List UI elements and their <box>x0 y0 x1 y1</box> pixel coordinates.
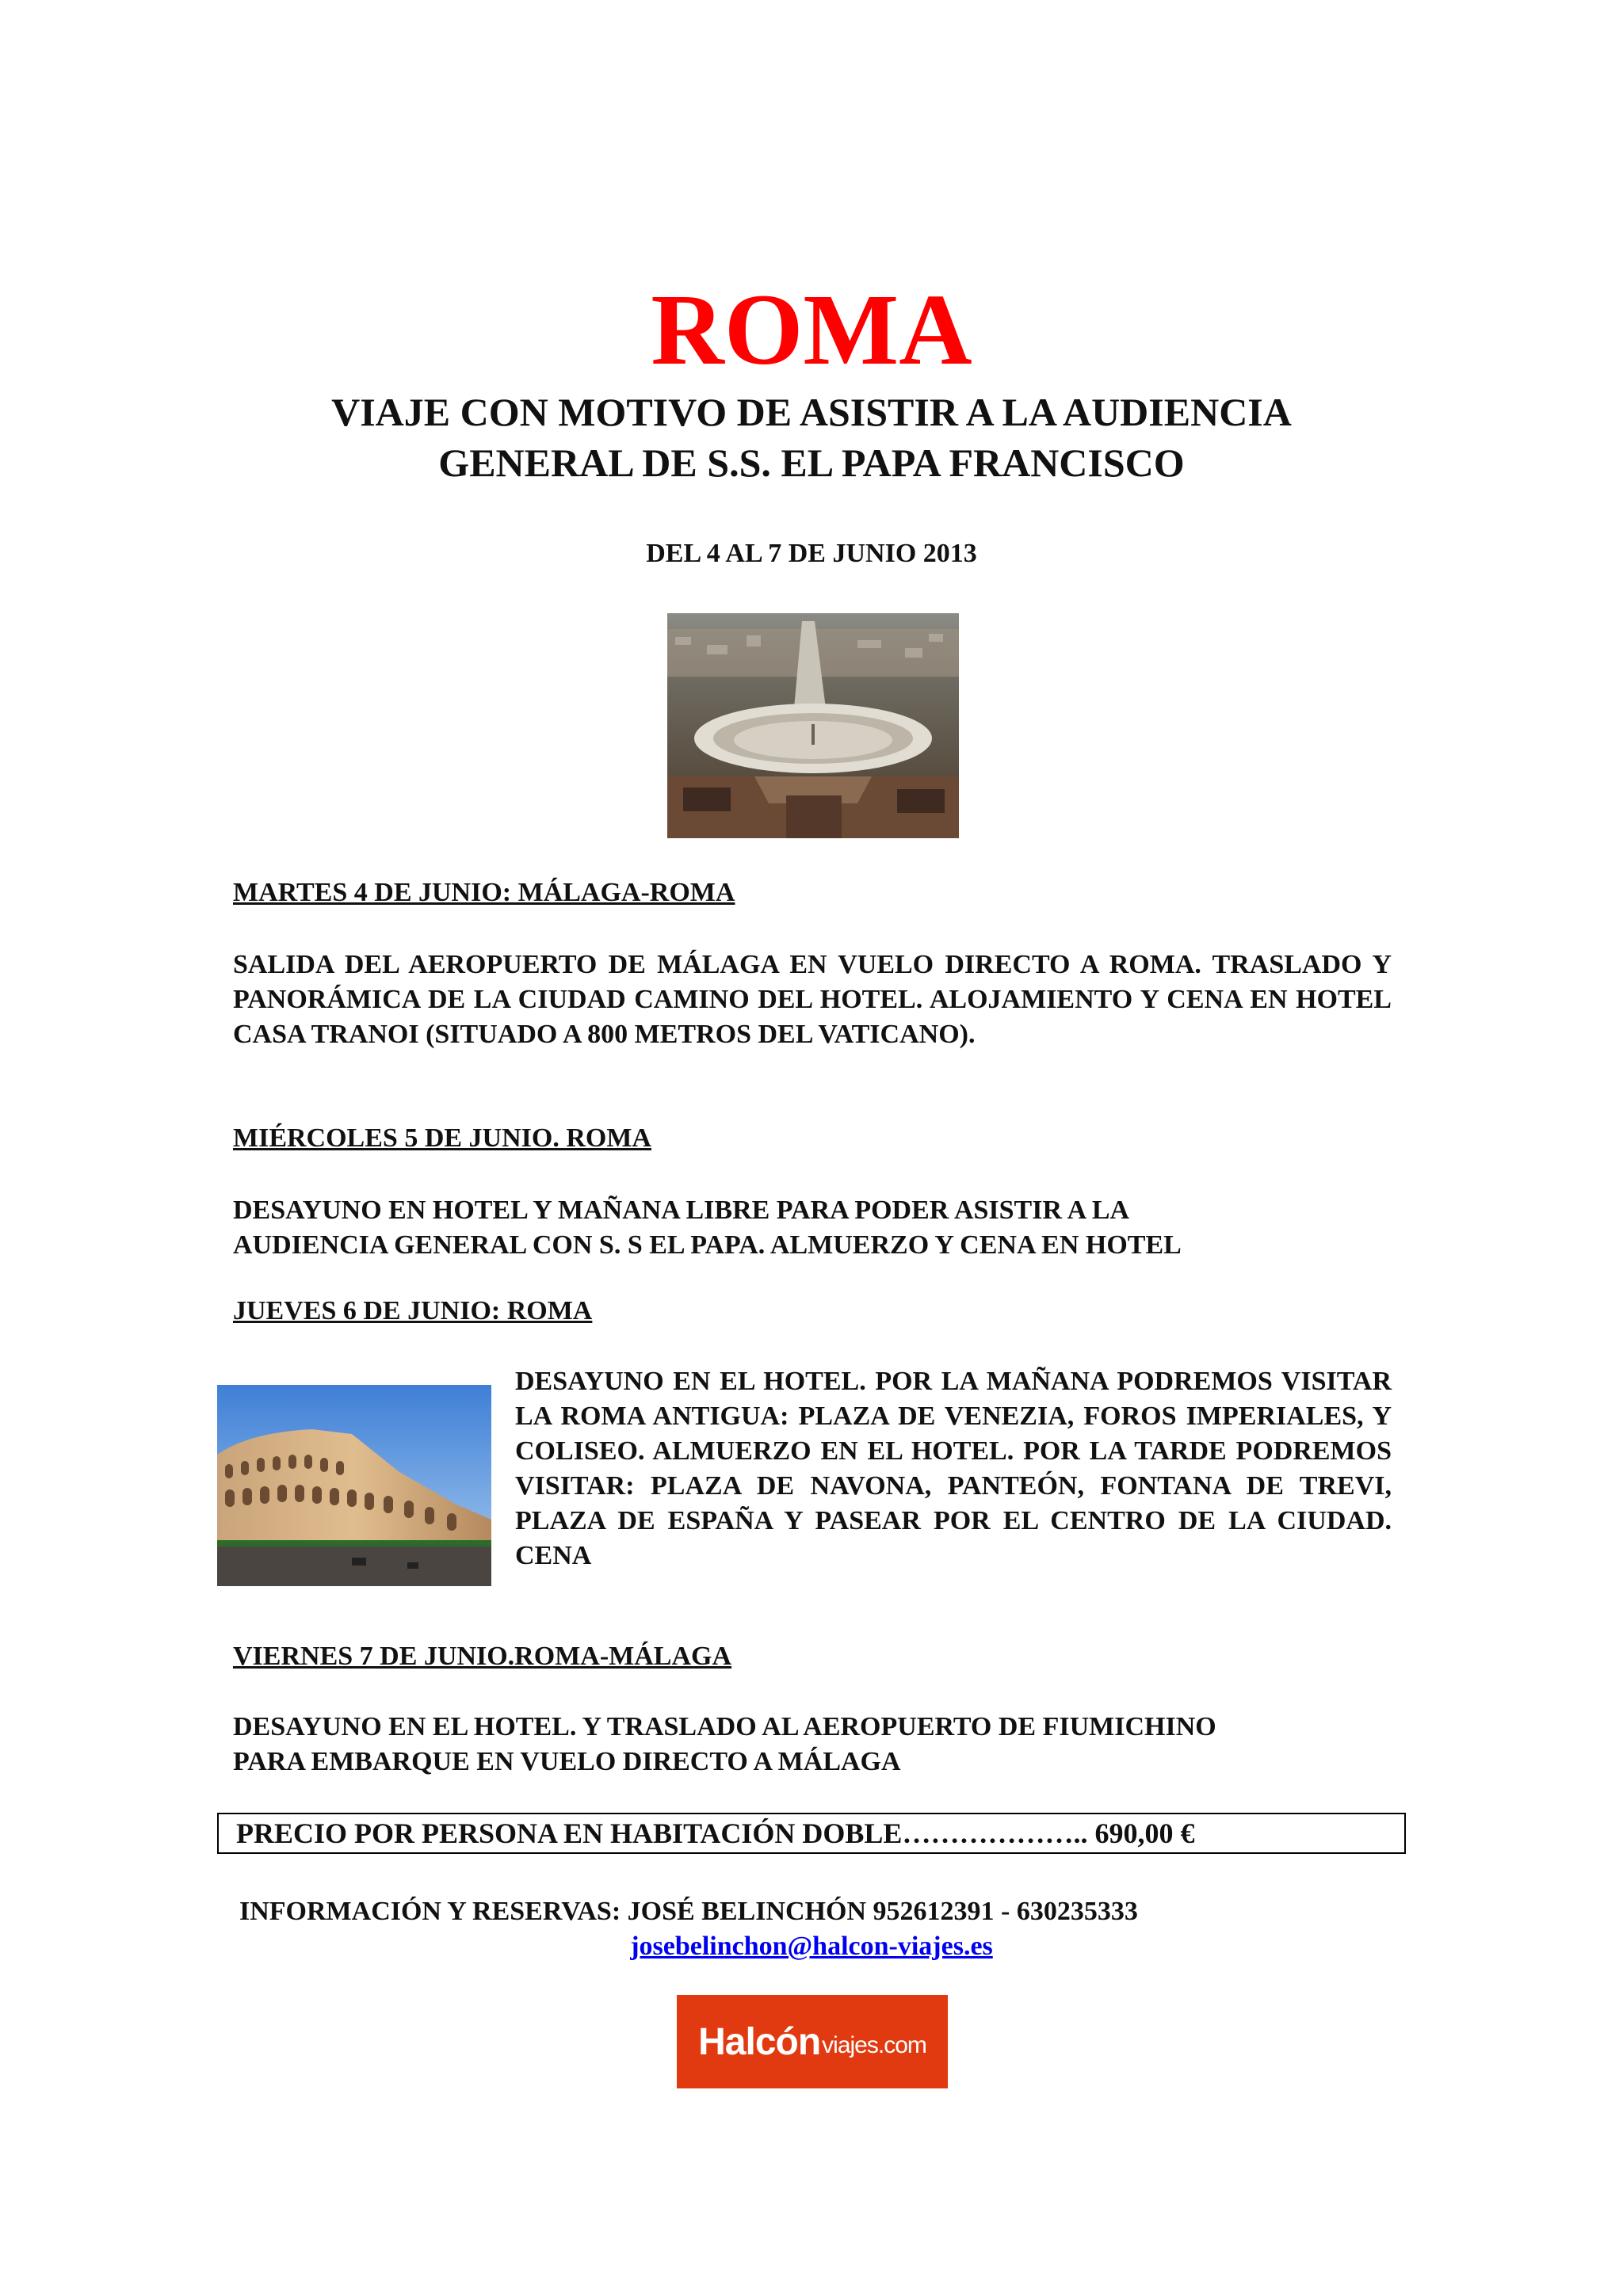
subtitle-line-2: GENERAL DE S.S. EL PAPA FRANCISCO <box>438 441 1185 485</box>
day-1-description: SALIDA DEL AEROPUERTO DE MÁLAGA EN VUELO DIRECTO A ROMA. TRASLADO Y PANORÁMICA DE LA CIUDAD CAMINO DEL HOTEL. ALOJAMIENTO Y CENA EN HOTEL CASA TRANOI (SITUADO A 800 METROS DEL VATICANO). <box>233 950 1392 1049</box>
colosseum-image <box>217 1385 491 1586</box>
day-3-description: DESAYUNO EN EL HOTEL. POR LA MAÑANA PODREMOS VISITAR LA ROMA ANTIGUA: PLAZA DE VENEZIA, FOROS IMPERIALES, Y COLISEO. ALMUERZO EN EL HOTEL. POR LA TARDE PODREMOS VISITAR: PLAZA DE NAVONA, PANTEÓN, FONTANA DE TREVI, PLAZA DE ESPAÑA Y PASEAR POR EL CENTRO DE LA CIUDAD. CENA <box>515 1367 1392 1570</box>
subtitle-line-1: VIAJE CON MOTIVO DE ASISTIR A LA AUDIENCIA <box>331 390 1292 434</box>
contact-info: INFORMACIÓN Y RESERVAS: JOSÉ BELINCHÓN 952612391 - 630235333 <box>239 1897 1138 1926</box>
contact-email-wrapper <box>0 1932 1623 1962</box>
day-4-description <box>233 1710 1422 1779</box>
contact-email-link[interactable]: josebelinchon@halcon-viajes.es <box>630 1932 993 1961</box>
day-3-heading: JUEVES 6 DE JUNIO: ROMA <box>233 1296 593 1325</box>
day-2-line-2: AUDIENCIA GENERAL CON S. S EL PAPA. ALMUERZO Y CENA EN HOTEL <box>233 1230 1182 1260</box>
logo-suffix-text: viajes.com <box>822 2032 926 2058</box>
page-title: ROMA <box>651 273 972 386</box>
day-2-description <box>233 1193 1422 1263</box>
price-label: PRECIO POR PERSONA EN HABITACIÓN DOBLE……………….. 690,00 € <box>236 1817 1195 1849</box>
day-2-line-1: DESAYUNO EN HOTEL Y MAÑANA LIBRE PARA PODER ASISTIR A LA <box>233 1196 1130 1225</box>
trip-dates: DEL 4 AL 7 DE JUNIO 2013 <box>646 539 977 568</box>
st-peters-square-image <box>667 613 959 838</box>
logo-brand-text: Halcón <box>698 2020 821 2063</box>
day-4-heading: VIERNES 7 DE JUNIO.ROMA-MÁLAGA <box>233 1642 732 1671</box>
day-4-line-2: PARA EMBARQUE EN VUELO DIRECTO A MÁLAGA <box>233 1747 901 1776</box>
subtitle <box>0 387 1623 488</box>
day-1-heading: MARTES 4 DE JUNIO: MÁLAGA-ROMA <box>233 878 735 907</box>
day-2-heading: MIÉRCOLES 5 DE JUNIO. ROMA <box>233 1123 651 1153</box>
day-4-line-1: DESAYUNO EN EL HOTEL. Y TRASLADO AL AEROPUERTO DE FIUMICHINO <box>233 1712 1216 1741</box>
price-box <box>217 1813 1406 1854</box>
halcon-viajes-logo <box>677 1995 948 2088</box>
